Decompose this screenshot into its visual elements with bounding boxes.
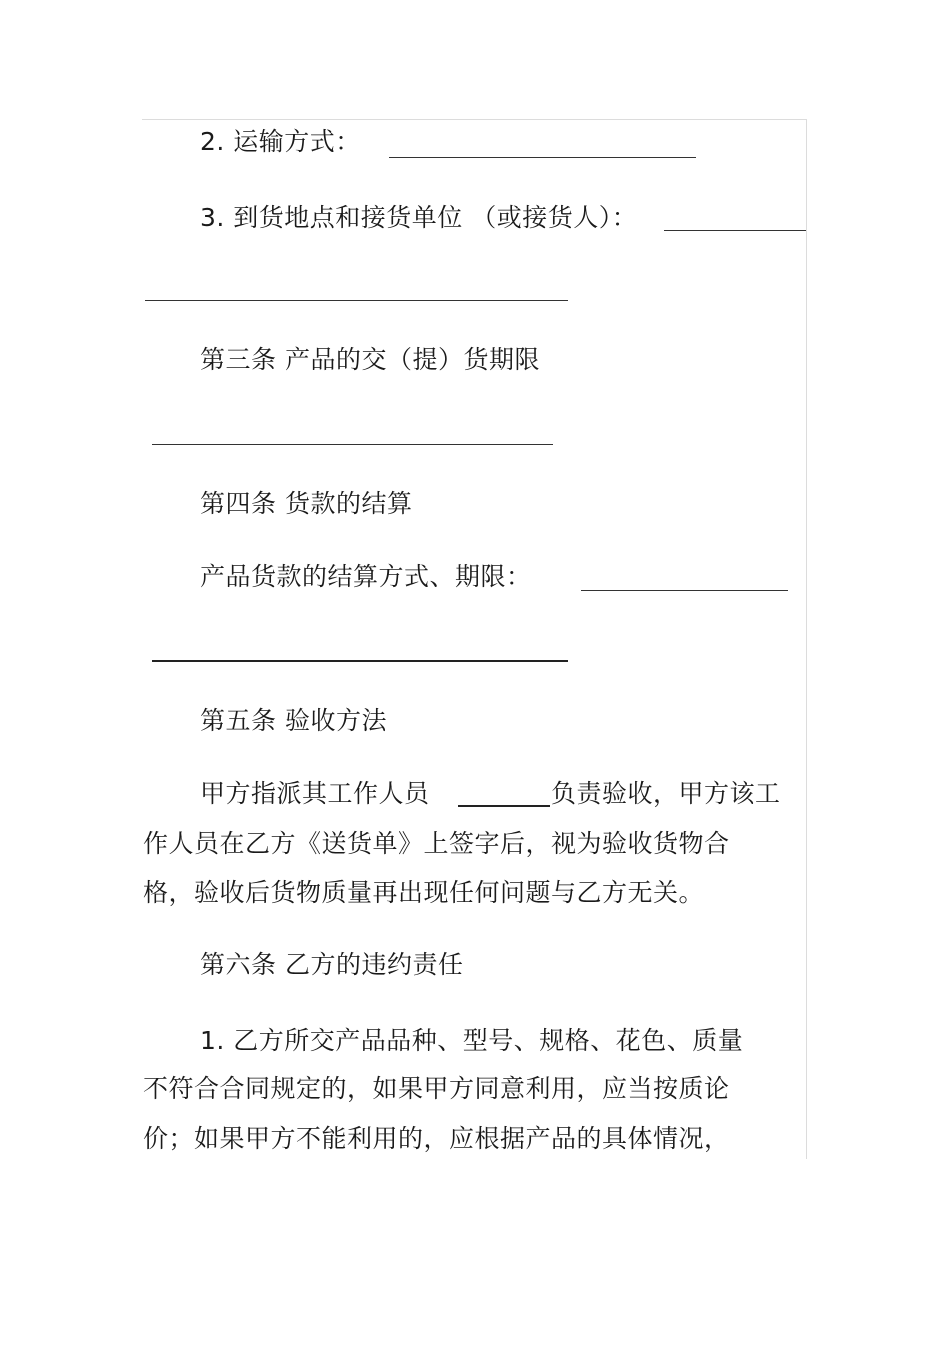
delivery-period-blank[interactable] bbox=[152, 444, 553, 445]
article-5-text-line3: 格，验收后货物质量再出现任何问题与乙方无关。 bbox=[143, 878, 705, 907]
transport-method-blank[interactable] bbox=[389, 157, 696, 158]
article-5-text-line1-end: 负责验收，甲方该工 bbox=[551, 779, 781, 808]
page-frame bbox=[142, 119, 807, 1159]
settlement-method-label: 产品货款的结算方式、期限： bbox=[200, 562, 532, 591]
transport-method-label: 2. 运输方式： bbox=[200, 127, 361, 156]
article-5-heading: 第五条 验收方法 bbox=[200, 706, 387, 735]
settlement-method-blank[interactable] bbox=[581, 590, 788, 591]
article-6-text-line3: 价；如果甲方不能利用的，应根据产品的具体情况， bbox=[143, 1124, 730, 1153]
article-6-heading: 第六条 乙方的违约责任 bbox=[200, 950, 464, 979]
article-4-heading: 第四条 货款的结算 bbox=[200, 489, 413, 518]
delivery-location-label: 3. 到货地点和接货单位 （或接货人）： bbox=[200, 203, 638, 232]
article-5-text-line2: 作人员在乙方《送货单》上签字后，视为验收货物合 bbox=[143, 829, 730, 858]
article-6-text-line1: 1. 乙方所交产品品种、型号、规格、花色、质量 bbox=[200, 1026, 744, 1055]
settlement-method-blank-continued[interactable] bbox=[152, 660, 568, 662]
inspector-name-blank[interactable] bbox=[458, 805, 550, 807]
article-3-heading: 第三条 产品的交（提）货期限 bbox=[200, 345, 540, 374]
article-5-text-line1-start: 甲方指派其工作人员 bbox=[200, 779, 430, 808]
delivery-location-blank[interactable] bbox=[664, 230, 806, 231]
article-6-text-line2: 不符合合同规定的，如果甲方同意利用，应当按质论 bbox=[143, 1074, 730, 1103]
delivery-location-blank-continued[interactable] bbox=[145, 300, 568, 301]
